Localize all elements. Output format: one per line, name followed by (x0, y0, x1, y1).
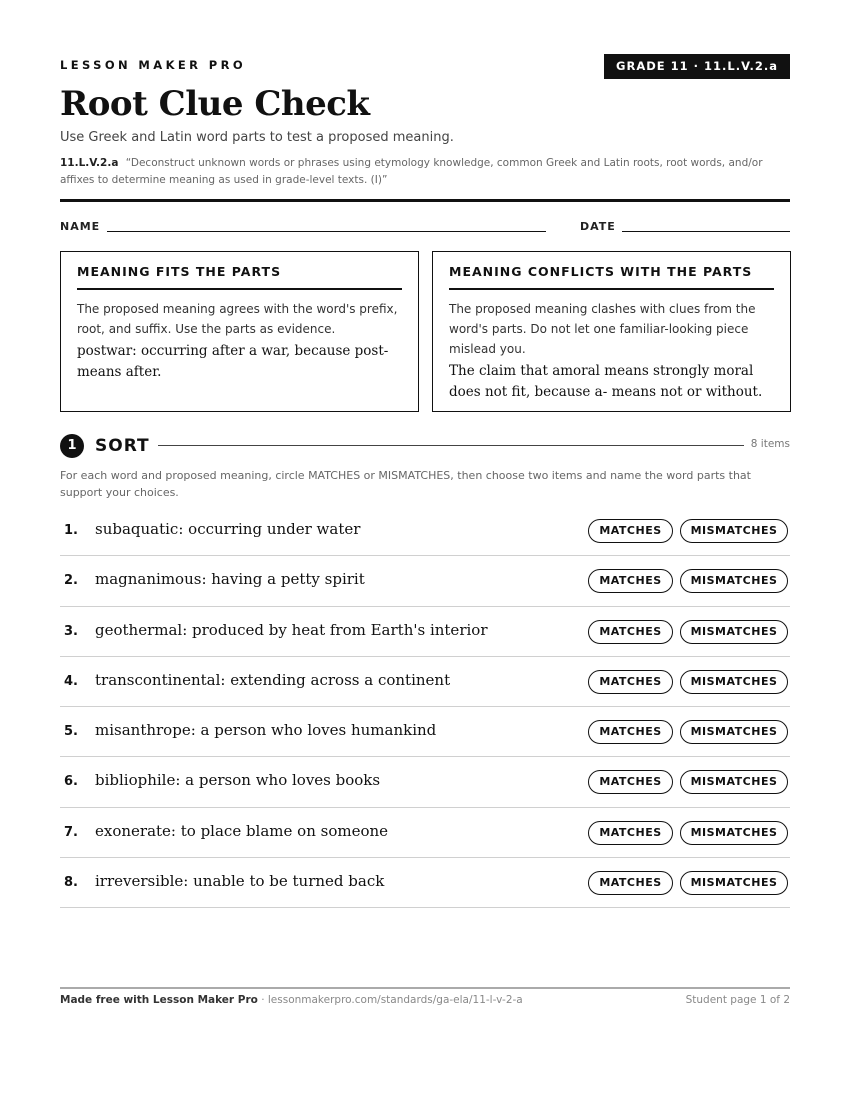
page-title: Root Clue Check (60, 84, 370, 124)
mismatches-button[interactable]: MISMATCHES (680, 821, 788, 845)
item-number: 7. (64, 824, 78, 840)
standard-text: “Deconstruct unknown words or phrases using etymology knowledge, common Greek and Latin roots, root words, and/or affixes to determine meaning as used in grade-level texts. (I)” (60, 157, 763, 186)
matches-button[interactable]: MATCHES (588, 720, 673, 744)
mismatches-button[interactable]: MISMATCHES (680, 519, 788, 543)
list-item (60, 506, 790, 556)
card-meaning-conflicts (432, 251, 791, 412)
matches-button[interactable]: MATCHES (588, 620, 673, 644)
brand-name: LESSON MAKER PRO (60, 58, 247, 72)
item-text: magnanimous: having a petty spirit (95, 570, 365, 589)
list-item (60, 657, 790, 707)
mismatches-button[interactable]: MISMATCHES (680, 569, 788, 593)
footer-credit (60, 994, 523, 1006)
section-item-count: 8 items (750, 438, 790, 450)
matches-button[interactable]: MATCHES (588, 569, 673, 593)
name-label: NAME (60, 220, 101, 233)
mismatches-button[interactable]: MISMATCHES (680, 670, 788, 694)
header-divider (60, 199, 790, 202)
mismatches-button[interactable]: MISMATCHES (680, 770, 788, 794)
card-meaning-fits (60, 251, 419, 412)
matches-button[interactable]: MATCHES (588, 871, 673, 895)
item-text: transcontinental: extending across a continent (95, 670, 451, 689)
standard-description (60, 155, 795, 189)
matches-button[interactable]: MATCHES (588, 821, 673, 845)
item-text: exonerate: to place blame on someone (95, 821, 389, 840)
matches-button[interactable]: MATCHES (588, 670, 673, 694)
card-example: postwar: occurring after a war, because post- means after. (77, 343, 389, 380)
section-divider (158, 445, 744, 446)
standard-code: 11.L.V.2.a (60, 157, 119, 169)
item-list (60, 506, 790, 908)
item-text: misanthrope: a person who loves humankind (95, 721, 437, 740)
section-number-badge: 1 (60, 434, 84, 458)
item-number: 5. (64, 724, 78, 740)
item-number: 6. (64, 774, 78, 790)
item-number: 4. (64, 673, 78, 689)
item-text: subaquatic: occurring under water (95, 520, 361, 538)
name-field[interactable] (107, 231, 546, 232)
footer-url[interactable]: · lessonmakerpro.com/standards/ga-ela/11-l-v-2-a (257, 994, 523, 1006)
section-title: SORT (95, 436, 150, 456)
date-field[interactable] (622, 231, 790, 232)
card-description: The proposed meaning agrees with the word's prefix, root, and suffix. Use the parts as evidence. (77, 302, 398, 336)
card-description: The proposed meaning clashes with clues from the word's parts. Do not let one familiar-looking piece mislead you. (449, 302, 756, 356)
footer-page-label: Student page 1 of 2 (685, 994, 790, 1006)
list-item (60, 556, 790, 606)
card-example: The claim that amoral means strongly moral does not fit, because a- means not or without. (449, 363, 763, 400)
list-item (60, 858, 790, 908)
list-item (60, 757, 790, 807)
footer-divider (60, 987, 790, 989)
mismatches-button[interactable]: MISMATCHES (680, 871, 788, 895)
item-text: irreversible: unable to be turned back (95, 872, 385, 891)
page-subtitle: Use Greek and Latin word parts to test a proposed meaning. (60, 130, 454, 145)
item-text: geothermal: produced by heat from Earth's interior (95, 620, 488, 639)
grade-badge: GRADE 11 · 11.L.V.2.a (604, 54, 790, 79)
list-item (60, 607, 790, 657)
item-text: bibliophile: a person who loves books (95, 771, 381, 790)
section-instructions: For each word and proposed meaning, circle MATCHES or MISMATCHES, then choose two items and name the word parts that support your choices. (60, 469, 751, 499)
mismatches-button[interactable]: MISMATCHES (680, 720, 788, 744)
footer-made-with: Made free with Lesson Maker Pro (60, 994, 258, 1006)
list-item (60, 808, 790, 858)
item-number: 8. (64, 875, 78, 891)
item-number: 2. (64, 573, 78, 589)
date-label: DATE (580, 220, 616, 233)
mismatches-button[interactable]: MISMATCHES (680, 620, 788, 644)
card-heading: MEANING CONFLICTS WITH THE PARTS (449, 264, 774, 290)
list-item (60, 707, 790, 757)
matches-button[interactable]: MATCHES (588, 519, 673, 543)
item-number: 3. (64, 623, 78, 639)
card-heading: MEANING FITS THE PARTS (77, 264, 402, 290)
item-number: 1. (64, 523, 78, 538)
matches-button[interactable]: MATCHES (588, 770, 673, 794)
